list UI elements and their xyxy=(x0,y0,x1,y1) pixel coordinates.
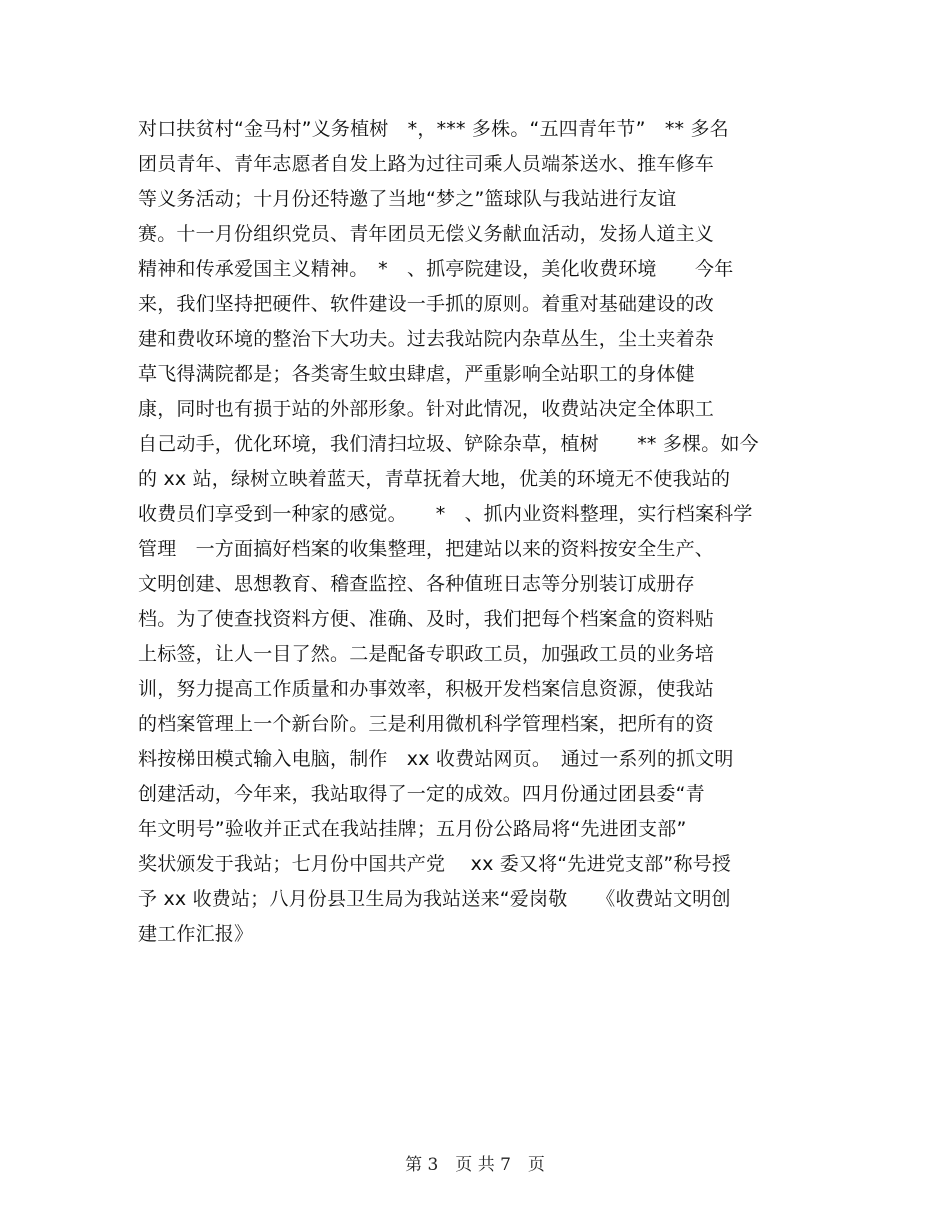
text-line: 团员青年、青年志愿者自发上路为过往司乘人员端茶送水、推车修车 xyxy=(138,153,715,175)
text-line: 自己动手，优化环境，我们清扫垃圾、铲除杂草，植树 ** 多棵。如今 xyxy=(138,433,759,455)
text-line: 对口扶贫村“金马村”义务植树 *，*** 多株。“五四青年节” ** 多名 xyxy=(138,118,729,140)
text-line: 管理 一方面搞好档案的收集整理，把建站以来的资料按安全生产、 xyxy=(138,538,715,560)
text-line: 予 xx 收费站；八月份县卫生局为我站送来“爱岗敬 《收费站文明创 xyxy=(138,888,731,910)
text-line: 收费员们享受到一种家的感觉。 * 、抓内业资料整理，实行档案科学 xyxy=(138,503,753,525)
text-line: 料按梯田模式输入电脑，制作 xx 收费站网页。 通过一系列的抓文明 xyxy=(138,748,734,770)
text-line: 来，我们坚持把硬件、软件建设一手抓的原则。着重对基础建设的改 xyxy=(138,293,715,315)
text-line: 的档案管理上一个新台阶。三是利用微机科学管理档案，把所有的资 xyxy=(138,713,715,735)
text-line: 的 xx 站，绿树立映着蓝天，青草抚着大地，优美的环境无不使我站的 xyxy=(138,468,731,490)
text-line: 建工作汇报》 xyxy=(138,923,254,945)
text-line: 等义务活动；十月份还特邀了当地“梦之”篮球队与我站进行友谊 xyxy=(138,188,677,210)
text-line: 赛。十一月份组织党员、青年团员无偿义务献血活动，发扬人道主义 xyxy=(138,223,715,245)
document-body xyxy=(138,112,818,952)
page-number-footer: 第 3 页 共 7 页 xyxy=(405,1155,545,1175)
text-line: 建和费收环境的整治下大功夫。过去我站院内杂草丛生，尘土夹着杂 xyxy=(138,328,715,350)
text-line: 文明创建、思想教育、稽查监控、各种值班日志等分别装订成册存 xyxy=(138,573,695,595)
text-line: 精神和传承爱国主义精神。 * 、抓亭院建设，美化收费环境 今年 xyxy=(138,258,734,280)
text-line: 草飞得满院都是；各类寄生蚊虫肆虐，严重影响全站职工的身体健 xyxy=(138,363,695,385)
text-line: 创建活动，今年来，我站取得了一定的成效。四月份通过团县委“青 xyxy=(138,783,705,805)
text-line: 档。为了使查找资料方便、准确、及时，我们把每个档案盒的资料贴 xyxy=(138,608,715,630)
text-line: 训，努力提高工作质量和办事效率，积极开发档案信息资源，使我站 xyxy=(138,678,715,700)
text-line: 年文明号”验收并正式在我站挂牌；五月份公路局将“先进团支部” xyxy=(138,818,687,840)
text-line: 康，同时也有损于站的外部形象。针对此情况，收费站决定全体职工 xyxy=(138,398,715,420)
text-line: 上标签，让人一目了然。二是配备专职政工员，加强政工员的业务培 xyxy=(138,643,715,665)
text-line: 奖状颁发于我站；七月份中国共产党 xx 委又将“先进党支部”称号授 xyxy=(138,853,732,875)
